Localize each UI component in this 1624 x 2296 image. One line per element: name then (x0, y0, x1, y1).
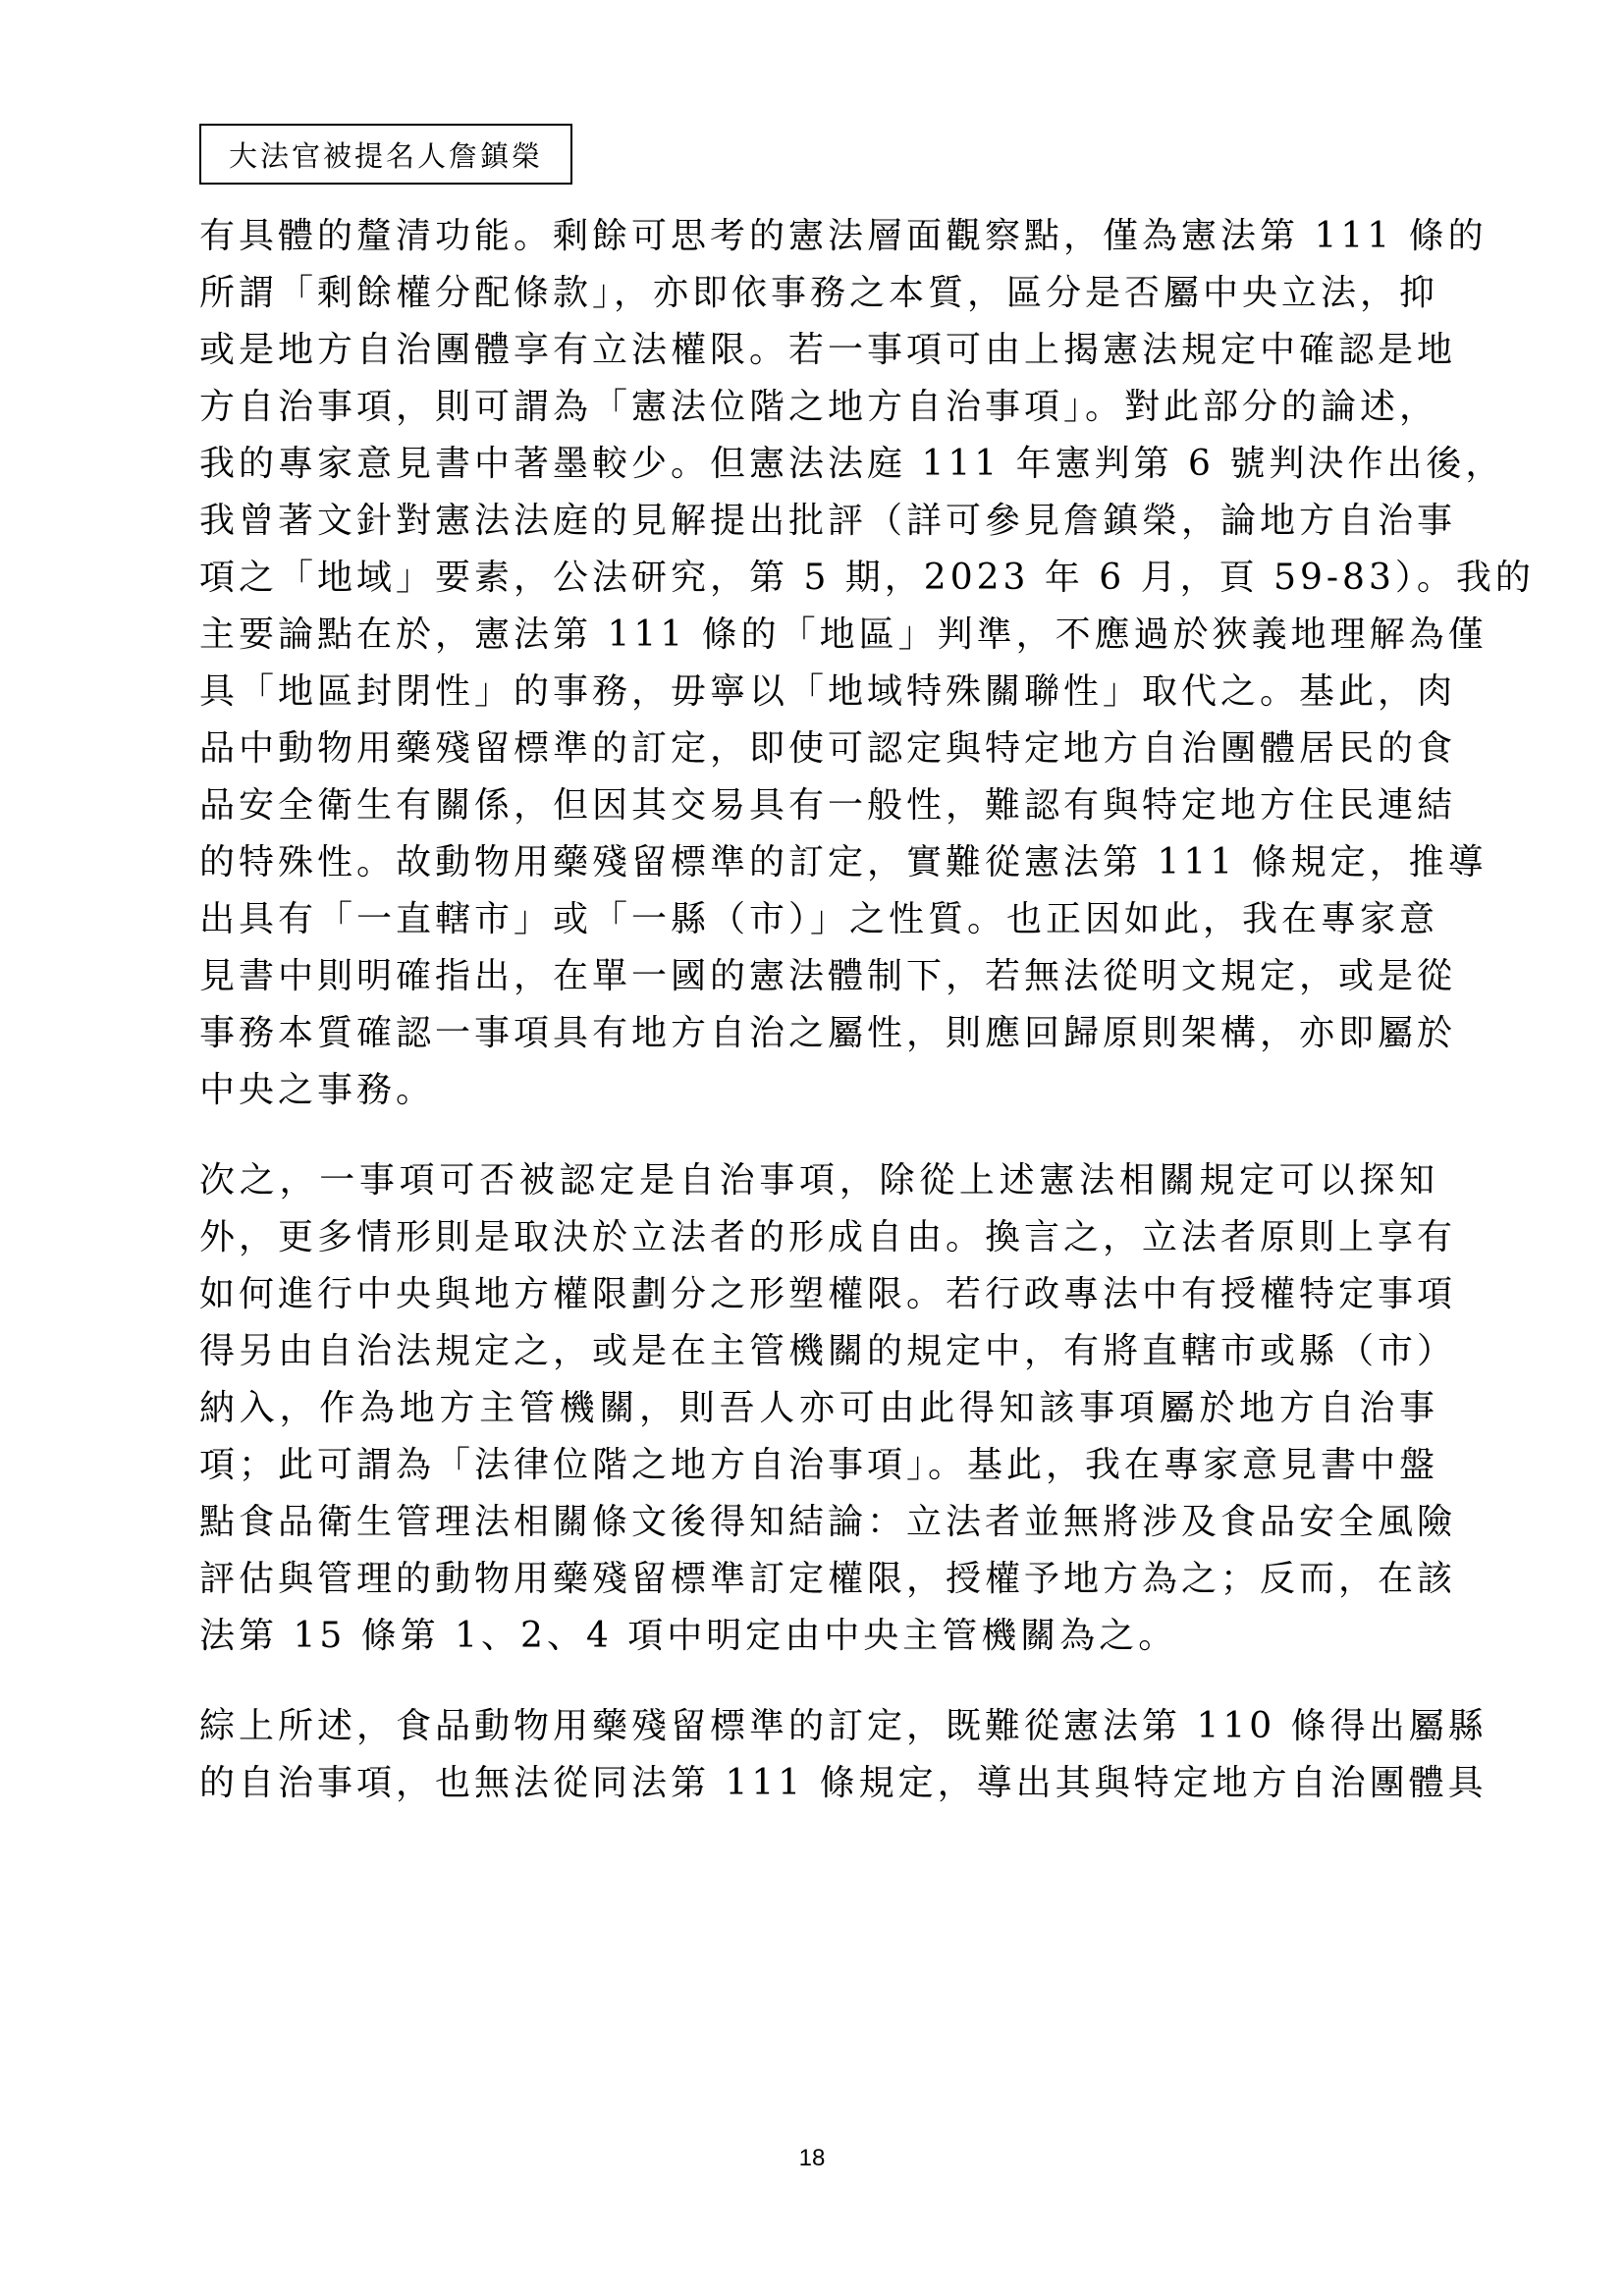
text-line: 見書中則明確指出，在單一國的憲法體制下，若無法從明文規定，或是從 (199, 956, 1457, 996)
body-text (199, 208, 1535, 1812)
text-line: 具「地區封閉性」的事務，毋寧以「地域特殊關聯性」取代之。基此，肉 (199, 671, 1457, 712)
text-line: 出具有「一直轄市」或「一縣（市）」之性質。也正因如此，我在專家意 (199, 899, 1439, 939)
text-line: 有具體的釐清功能。剩餘可思考的憲法層面觀察點，僅為憲法第 111 條的 (199, 216, 1488, 256)
text-line: 我曾著文針對憲法法庭的見解提出批評（詳可參見詹鎮榮，論地方自治事 (199, 501, 1457, 541)
text-line: 外，更多情形則是取決於立法者的形成自由。換言之，立法者原則上享有 (199, 1217, 1457, 1257)
text-line: 品中動物用藥殘留標準的訂定，即使可認定與特定地方自治團體居民的食 (199, 728, 1457, 769)
page-number: 18 (798, 2145, 826, 2171)
text-line: 法第 15 條第 1、2、4 項中明定由中央主管機關為之。 (199, 1616, 1178, 1656)
text-line: 我的專家意見書中著墨較少。但憲法法庭 111 年憲判第 6 號判決作出後， (199, 444, 1505, 484)
header-label: 大法官被提名人詹鎮榮 (228, 138, 543, 173)
text-line: 評估與管理的動物用藥殘留標準訂定權限，授權予地方為之；反而，在該 (199, 1559, 1457, 1599)
text-line: 的自治事項，也無法從同法第 111 條規定，導出其與特定地方自治團體具 (199, 1763, 1488, 1803)
paragraph-gap (199, 1119, 1438, 1152)
text-line: 品安全衛生有關係，但因其交易具有一般性，難認有與特定地方住民連結 (199, 785, 1457, 826)
text-line: 如何進行中央與地方權限劃分之形塑權限。若行政專法中有授權特定事項 (199, 1274, 1457, 1314)
text-line: 事務本質確認一事項具有地方自治之屬性，則應回歸原則架構，亦即屬於 (199, 1013, 1457, 1053)
text-line: 方自治事項，則可謂為「憲法位階之地方自治事項」。對此部分的論述， (199, 387, 1439, 427)
text-line: 主要論點在於，憲法第 111 條的「地區」判準，不應過於狹義地理解為僅 (199, 614, 1488, 655)
paragraph-3 (199, 1698, 1488, 1812)
text-line: 的特殊性。故動物用藥殘留標準的訂定，實難從憲法第 111 條規定，推導 (199, 842, 1488, 882)
text-line: 項之「地域」要素，公法研究，第 5 期，2023 年 6 月，頁 59-83）。我的 (199, 558, 1535, 598)
text-line: 綜上所述，食品動物用藥殘留標準的訂定，既難從憲法第 110 條得出屬縣 (199, 1706, 1488, 1746)
text-line: 中央之事務。 (199, 1070, 436, 1110)
paragraph-1 (199, 208, 1535, 1119)
text-line: 得另由自治法規定之，或是在主管機關的規定中，有將直轄市或縣（市） (199, 1331, 1457, 1371)
header-label-box (199, 124, 572, 185)
text-line: 次之，一事項可否被認定是自治事項，除從上述憲法相關規定可以探知 (199, 1160, 1438, 1201)
text-line: 所謂「剩餘權分配條款」，亦即依事務之本質，區分是否屬中央立法，抑 (199, 273, 1439, 313)
text-line: 或是地方自治團體享有立法權限。若一事項可由上揭憲法規定中確認是地 (199, 330, 1457, 370)
text-line: 點食品衛生管理法相關條文後得知結論：立法者並無將涉及食品安全風險 (199, 1502, 1457, 1542)
text-line: 納入，作為地方主管機關，則吾人亦可由此得知該事項屬於地方自治事 (199, 1388, 1438, 1428)
text-line: 項；此可謂為「法律位階之地方自治事項」。基此，我在專家意見書中盤 (199, 1445, 1439, 1485)
paragraph-gap (199, 1665, 1438, 1698)
paragraph-2 (199, 1152, 1457, 1665)
